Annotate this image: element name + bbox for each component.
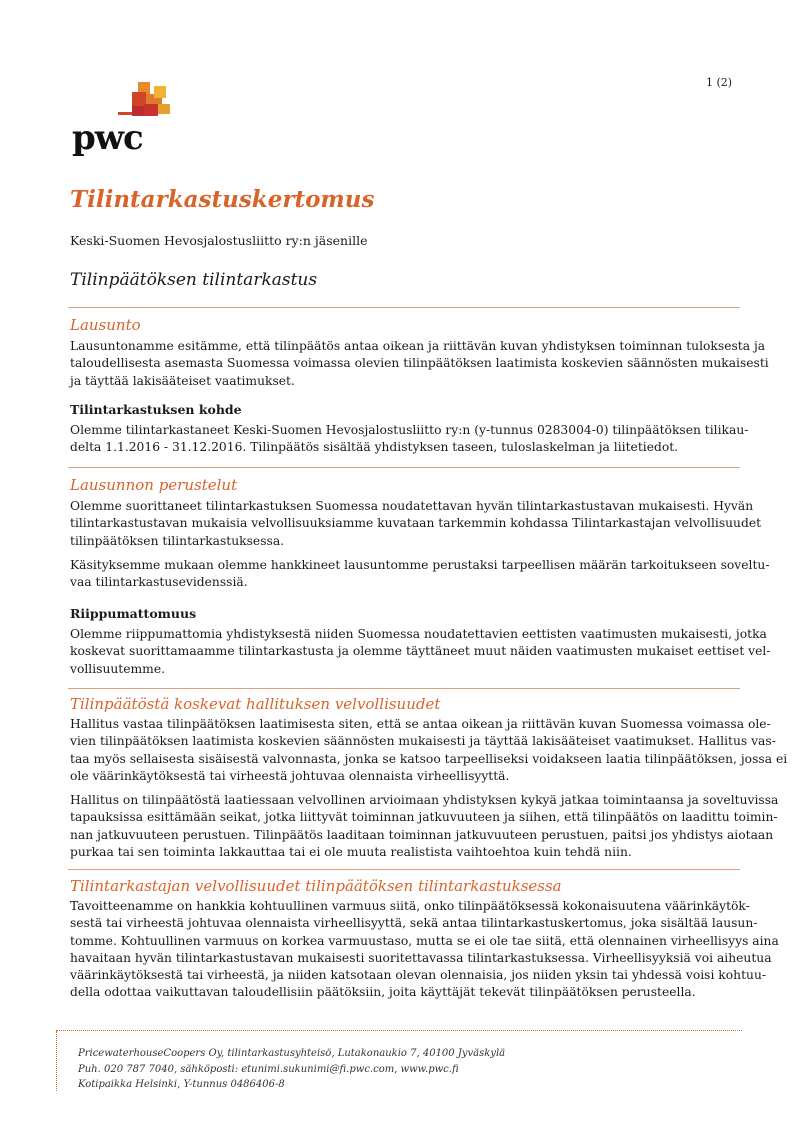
footer-divider	[56, 1030, 742, 1031]
logo-wordmark: pwc	[72, 118, 143, 158]
text-line: tomme. Kohtuullinen varmuus on korkea varmuustaso, mutta se ei ole tae siitä, että olennainen virheellisyys aina	[70, 933, 779, 948]
footer-contact: Puh. 020 787 7040, sähköposti: etunimi.sukunimi@fi.pwc.com, www.pwc.fi	[78, 1063, 459, 1075]
text-line: Tavoitteenamme on hankkia kohtuullinen varmuus siitä, onko tilinpäätöksessä kokonaisuutena väärinkäytök-	[70, 899, 750, 913]
paragraph-kohde	[70, 422, 749, 457]
footer-side-rule	[56, 1031, 57, 1091]
section-divider	[68, 688, 740, 689]
heading-perustelut: Lausunnon perustelut	[70, 476, 238, 494]
text-line: Käsityksemme mukaan olemme hankkineet lausuntomme perustaksi tarpeellisen määrän tarkoitukseen soveltu-	[70, 558, 770, 572]
text-line: taloudellisesta asemasta Suomessa voimassa olevien tilinpäätöksen laatimista koskevien säännösten mukaisesti	[70, 356, 769, 371]
footer-registration: Kotipaikka Helsinki, Y-tunnus 0486406-8	[78, 1079, 285, 1090]
text-line: koskevat suorittamaamme tilintarkastusta ja olemme täyttäneet muut näiden vaatimusten mukaiset eettiset vel-	[70, 644, 771, 659]
text-line: tapauksissa esittämään seikat, jotka liittyvät toiminnan jatkuvuuteen ja siihen, että tilinpäätös on laadittu toimin-	[70, 810, 778, 825]
heading-tilintarkastaja: Tilintarkastajan velvollisuudet tilinpäätöksen tilintarkastuksessa	[70, 877, 562, 895]
paragraph-perustelut-1	[70, 498, 762, 550]
text-line: väärinkäytöksestä tai virheestä, ja niiden katsotaan olevan olennaisia, jos niiden yksin tai yhdessä voisi kohtuu-	[70, 968, 767, 983]
text-line: della odottaa vaikuttavan taloudellisiin päätöksiin, joita käyttäjät tekevät tilinpäätöksen perusteella.	[70, 985, 696, 1000]
text-line: purkaa tai sen toiminta lakkauttaa tai ei ole muuta realistista vaihtoehtoa kuin tehdä niin.	[70, 844, 632, 859]
text-line: nan jatkuvuuteen perustuen. Tilinpäätös laaditaan toiminnan jatkuvuuteen perustuen, paitsi jos yhdistys aiotaan	[70, 827, 774, 842]
text-line: taa myös sellaisesta sisäisestä valvonnasta, jonka se katsoo tarpeelliseksi voidakseen laatia tilinpäätöksen, jossa ei	[70, 751, 788, 766]
text-line: Olemme suorittaneet tilintarkastuksen Suomessa noudatettavan hyvän tilintarkastustavan mukaisesti. Hyvän	[70, 499, 754, 513]
subheading-kohde: Tilintarkastuksen kohde	[70, 402, 242, 417]
text-line: sestä tai virheestä johtuvaa olennaista virheellisyyttä, sekä antaa tilintarkastuskertomus, joka sisältää lausun-	[70, 916, 758, 931]
footer	[78, 1046, 505, 1093]
paragraph-lausunto	[70, 338, 769, 390]
text-line: tilintarkastustavan mukaisia velvollisuuksiamme kuvataan tarkemmin kohdassa Tilintarkastajan velvollisuudet	[70, 516, 762, 531]
pwc-logo	[72, 82, 182, 162]
text-line: vollisuutemme.	[70, 661, 166, 676]
paragraph-riippumattomuus	[70, 626, 771, 678]
text-line: ja täyttää lakisääteiset vaatimukset.	[70, 373, 295, 388]
text-line: delta 1.1.2016 - 31.12.2016. Tilinpäätös sisältää yhdistyksen taseen, tuloslaskelman ja liitetiedot.	[70, 440, 679, 455]
section-divider	[68, 869, 740, 870]
heading-lausunto: Lausunto	[70, 316, 141, 334]
text-line: vien tilinpäätöksen laatimista koskevien säännösten mukaisesti ja täyttää lakisääteiset vaatimukset. Hallitus vas-	[70, 734, 776, 749]
text-line: vaa tilintarkastusevidenssiä.	[70, 575, 248, 590]
text-line: Hallitus on tilinpäätöstä laatiessaan velvollinen arvioimaan yhdistyksen kykyä jatkaa toimintaansa ja soveltuvissa	[70, 793, 779, 807]
subheading-riippumattomuus: Riippumattomuus	[70, 606, 197, 621]
heading-hallitus: Tilinpäätöstä koskevat hallituksen velvollisuudet	[70, 695, 441, 713]
recipient-line: Keski-Suomen Hevosjalostusliitto ry:n jäsenille	[70, 233, 368, 248]
page-number: 1 (2)	[706, 76, 733, 89]
text-line: tilinpäätöksen tilintarkastuksessa.	[70, 533, 285, 548]
text-line: Lausuntonamme esitämme, että tilinpäätös antaa oikean ja riittävän kuvan yhdistyksen toiminnan tuloksesta ja	[70, 339, 766, 353]
section-subtitle: Tilinpäätöksen tilintarkastus	[70, 270, 318, 290]
paragraph-hallitus-1	[70, 716, 788, 785]
footer-address: PricewaterhouseCoopers Oy, tilintarkastusyhteisö, Lutakonaukio 7, 40100 Jyväskylä	[78, 1048, 506, 1059]
text-line: havaitaan hyvän tilintarkastustavan mukaisesti suoritettavassa tilintarkastuksessa. Virheellisyyksiä voi aiheutua	[70, 950, 772, 965]
text-line: Olemme riippumattomia yhdistyksestä niiden Suomessa noudatettavien eettisten vaatimusten mukaisesti, jotka	[70, 627, 767, 641]
text-line: Olemme tilintarkastaneet Keski-Suomen Hevosjalostusliitto ry:n (y-tunnus 0283004-0) tilinpäätöksen tilikau-	[70, 423, 749, 437]
section-divider	[68, 467, 740, 468]
document-title: Tilintarkastuskertomus	[70, 186, 375, 213]
paragraph-hallitus-2	[70, 792, 779, 861]
text-line: ole väärinkäytöksestä tai virheestä johtuvaa olennaista virheellisyyttä.	[70, 768, 510, 783]
text-line: Hallitus vastaa tilinpäätöksen laatimisesta siten, että se antaa oikean ja riittävän kuvan Suomessa voimassa ole-	[70, 717, 771, 731]
paragraph-tilintarkastaja	[70, 898, 779, 1002]
paragraph-perustelut-2	[70, 557, 770, 592]
section-divider	[68, 307, 740, 308]
